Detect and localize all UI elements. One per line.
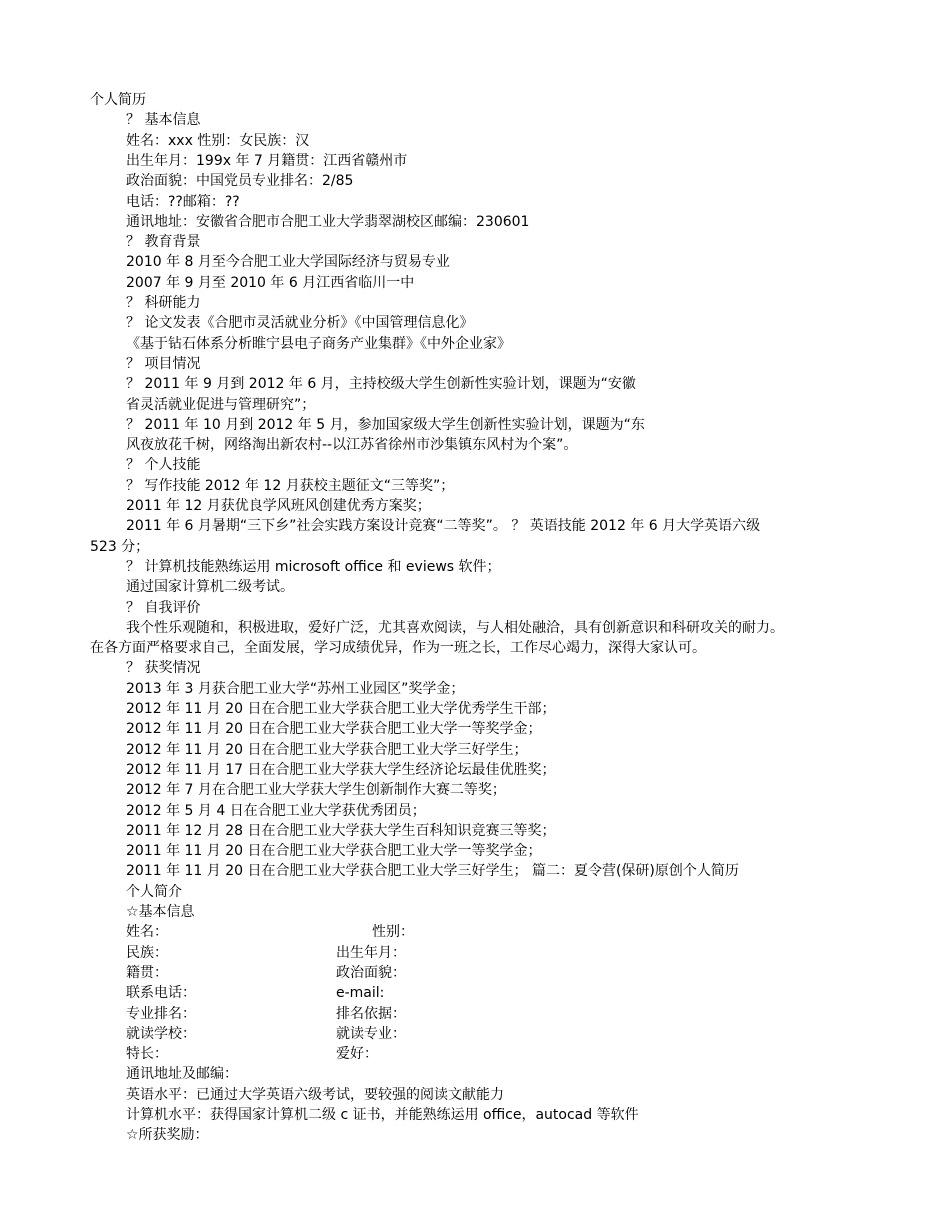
text-line: ？ 写作技能 2012 年 12 月获校主题征文“三等奖”； <box>126 477 455 494</box>
form-label: 民族： <box>126 944 168 961</box>
text-line: 通讯地址及邮编： <box>126 1066 238 1083</box>
text-line: ？ 自我评价 <box>126 599 201 616</box>
text-line: 2012 年 5 月 4 日在合肥工业大学获优秀团员； <box>126 802 426 819</box>
form-label: 出生年月： <box>336 944 406 961</box>
text-line: ？ 基本信息 <box>126 112 201 129</box>
text-line: 姓名：xxx 性别：女民族：汉 <box>126 132 310 149</box>
text-line: 2012 年 11 月 20 日在合肥工业大学获合肥工业大学优秀学生干部； <box>126 701 556 717</box>
text-line: 政治面貌：中国党员专业排名：2/85 <box>126 173 354 190</box>
text-line: ？ 项目情况 <box>126 355 201 372</box>
text-line: ？ 获奖情况 <box>126 660 201 677</box>
form-label: 姓名： <box>126 924 168 941</box>
text-line: 2007 年 9 月至 2010 年 6 月江西省临川一中 <box>126 274 415 291</box>
section-title: 个人简介 <box>126 883 182 900</box>
text-line: 计算机水平：获得国家计算机二级 c 证书，并能熟练运用 office，autocad 等软件 <box>126 1107 639 1123</box>
text-line: 2012 年 11 月 20 日在合肥工业大学获合肥工业大学三好学生； <box>126 741 528 758</box>
text-line: ☆所获奖励： <box>126 1127 209 1144</box>
text-line: 风夜放花千树，网络淘出新农村--以江苏省徐州市沙集镇东风村为个案”。 <box>126 437 578 454</box>
text-line: ？ 论文发表《合肥市灵活就业分析》《中国管理信息化》 <box>126 315 474 332</box>
text-line: ？ 个人技能 <box>126 457 201 474</box>
text-line: ？ 科研能力 <box>126 295 201 311</box>
text-line: ？ 2011 年 10 月到 2012 年 5 月，参加国家级大学生创新性实验计划，课题为“东 <box>126 416 645 433</box>
text-line: 2011 年 11 月 20 日在合肥工业大学获合肥工业大学一等奖学金； <box>126 843 542 860</box>
text-line: 在各方面严格要求自己，全面发展，学习成绩优异，作为一班之长，工作尽心竭力，深得大家认可。 <box>90 640 706 657</box>
text-line: 2012 年 11 月 17 日在合肥工业大学获大学生经济论坛最佳优胜奖； <box>126 761 556 778</box>
form-label: 就读专业： <box>336 1025 406 1042</box>
text-line: 2010 年 8 月至今合肥工业大学国际经济与贸易专业 <box>126 254 450 271</box>
form-label: 政治面貌： <box>336 964 406 981</box>
text-line: 2011 年 6 月暑期“三下乡”社会实践方案设计竞赛“二等奖”。 ？ 英语技能 2012 年 6 月大学英语六级 <box>126 518 761 535</box>
form-label: 排名依据： <box>336 1005 406 1022</box>
text-line: 省灵活就业促进与管理研究”； <box>126 396 316 413</box>
text-line: 通讯地址：安徽省合肥市合肥工业大学翡翠湖校区邮编：230601 <box>126 213 530 230</box>
text-line: ？ 2011 年 9 月到 2012 年 6 月，主持校级大学生创新性实验计划，课题为“安徽 <box>126 376 636 393</box>
text-line: 2011 年 12 月获优良学风班风创建优秀方案奖； <box>126 498 431 514</box>
form-label: 籍贯： <box>126 964 168 981</box>
text-line: 2011 年 12 月 28 日在合肥工业大学获大学生百科知识竞赛三等奖； <box>126 822 556 839</box>
section-heading: ☆基本信息 <box>126 904 195 920</box>
text-line: 电话：??邮箱：?? <box>126 193 240 210</box>
text-line: 2012 年 11 月 20 日在合肥工业大学获合肥工业大学一等奖学金； <box>126 721 542 738</box>
form-label: e-mail: <box>336 985 385 1002</box>
form-label: 专业排名： <box>126 1005 196 1022</box>
text-line: 我个性乐观随和，积极进取，爱好广泛，尤其喜欢阅读，与人相处融洽，具有创新意识和科研攻关的耐力。 <box>126 619 784 636</box>
text-line: 英语水平：已通过大学英语六级考试，要较强的阅读文献能力 <box>126 1086 504 1103</box>
text-line: 出生年月：199x 年 7 月籍贯：江西省赣州市 <box>126 152 408 169</box>
form-label: 爱好： <box>336 1046 378 1063</box>
text-line: 2011 年 11 月 20 日在合肥工业大学获合肥工业大学三好学生； 篇二：夏令营(保研)原创个人简历 <box>126 863 739 880</box>
form-label: 特长： <box>126 1046 168 1063</box>
text-line: 523 分； <box>90 538 150 555</box>
text-line: 2013 年 3 月获合肥工业大学“苏州工业园区”奖学金； <box>126 680 465 697</box>
text-line: 通过国家计算机二级考试。 <box>126 579 294 596</box>
form-label: 就读学校： <box>126 1025 196 1042</box>
form-label: 性别： <box>372 924 414 941</box>
form-label: 联系电话： <box>126 985 196 1002</box>
text-line: 2012 年 7 月在合肥工业大学获大学生创新制作大赛二等奖； <box>126 782 506 799</box>
text-line: ？ 计算机技能熟练运用 microsoft office 和 eviews 软件； <box>126 558 501 575</box>
text-line: 《基于钻石体系分析睢宁县电子商务产业集群》《中外企业家》 <box>126 335 511 352</box>
text-line: ？ 教育背景 <box>126 234 201 251</box>
document-title: 个人简历 <box>90 92 146 108</box>
